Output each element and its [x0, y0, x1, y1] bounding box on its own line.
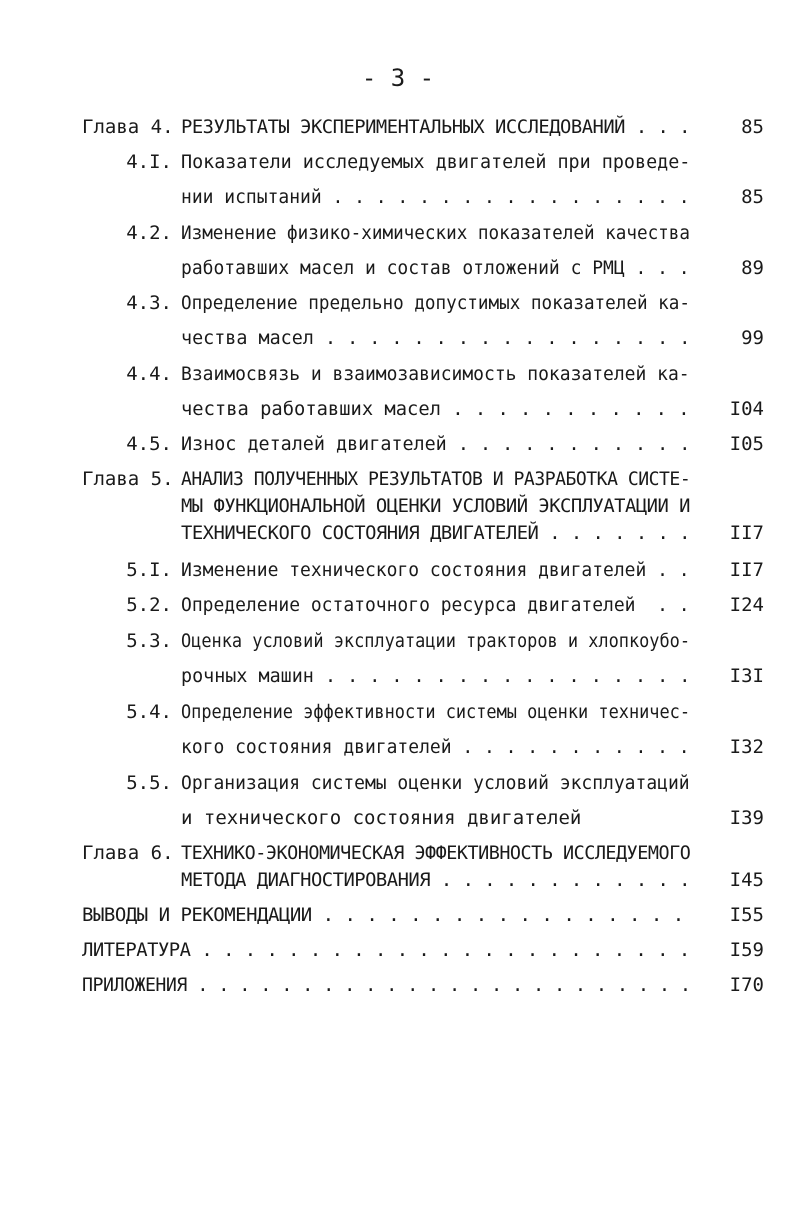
section-number: 4.3. — [126, 292, 172, 314]
section-number: 5.4. — [126, 701, 172, 723]
chapter-title-cont: ТЕХНИЧЕСКОГО СОСТОЯНИЯ ДВИГАТЕЛЕЙ . . . . . . . — [181, 522, 690, 544]
chapter-label: Глава 5. — [82, 468, 174, 490]
page-ref: II7 — [729, 522, 764, 544]
page-ref: I39 — [729, 807, 764, 829]
section-title: Показатели исследуемых двигателей при проведе- — [181, 151, 691, 173]
section-number: 5.I. — [126, 559, 172, 581]
page-ref: 89 — [741, 257, 764, 279]
page-ref: I24 — [729, 594, 764, 616]
section-title-cont: нии испытаний . . . . . . . . . . . . . . . . . — [181, 186, 690, 208]
chapter-title: РЕЗУЛЬТАТЫ ЭКСПЕРИМЕНТАЛЬНЫХ ИССЛЕДОВАНИЙ . . . — [181, 116, 690, 138]
section-title: Износ деталей двигателей . . . . . . . . . . . — [181, 433, 691, 455]
section-title-cont: работавших масел и состав отложений с РМЦ . . . — [181, 257, 690, 279]
section-title-cont: чества масел . . . . . . . . . . . . . . . . . — [181, 327, 691, 349]
page-ref: 85 — [741, 186, 764, 208]
section-title: Определение остаточного ресурса двигателей . . — [181, 594, 690, 616]
page-ref: I70 — [729, 974, 764, 996]
section-title-cont: чества работавших масел . . . . . . . . . . . — [181, 398, 690, 420]
section-number: 4.5. — [126, 433, 172, 455]
section-number: 4.I. — [126, 151, 172, 173]
section-number: 5.5. — [126, 772, 172, 794]
chapter-label: Глава 6. — [82, 842, 174, 864]
page-ref: I45 — [729, 869, 764, 891]
entry-title: ВЫВОДЫ И РЕКОМЕНДАЦИИ . . . . . . . . . . . . . . . . . — [82, 904, 684, 926]
section-number: 4.4. — [126, 363, 172, 385]
section-title-cont: и технического состояния двигателей — [181, 807, 582, 829]
page-ref: I04 — [729, 398, 764, 420]
section-title: Взаимосвязь и взаимозависимость показателей ка- — [181, 363, 690, 385]
page-ref: I32 — [729, 736, 764, 758]
chapter-title-cont: МЫ ФУНКЦИОНАЛЬНОЙ ОЦЕНКИ УСЛОВИЙ ЭКСПЛУАТАЦИИ И — [181, 495, 690, 517]
section-title: Организация системы оценки условий эксплуатаций — [181, 772, 690, 794]
section-title-cont: рочных машин . . . . . . . . . . . . . . . . . — [181, 665, 691, 687]
section-title: Определение эффективности системы оценки техничес- — [181, 701, 691, 723]
page-ref: I3I — [729, 665, 764, 687]
chapter-title: АНАЛИЗ ПОЛУЧЕННЫХ РЕЗУЛЬТАТОВ И РАЗРАБОТКА СИСТЕ- — [181, 468, 691, 490]
page-ref: II7 — [729, 559, 764, 581]
page-number: - 3 - — [361, 64, 435, 92]
chapter-label: Глава 4. — [82, 116, 174, 138]
section-title: Определение предельно допустимых показателей ка- — [181, 292, 690, 314]
page-ref: 85 — [741, 116, 764, 138]
entry-title: ЛИТЕРАТУРА . . . . . . . . . . . . . . . . . . . . . . . — [82, 939, 690, 961]
section-title: Изменение технического состояния двигателей . . — [181, 559, 690, 581]
section-title: Изменение физико-химических показателей качества — [181, 222, 690, 244]
section-number: 5.2. — [126, 594, 172, 616]
section-number: 4.2. — [126, 222, 172, 244]
page-ref: I55 — [729, 904, 764, 926]
page-ref: I59 — [729, 939, 764, 961]
section-number: 5.3. — [126, 630, 172, 652]
section-title-cont: кого состояния двигателей . . . . . . . . . . . — [181, 736, 690, 758]
chapter-title: ТЕХНИКО-ЭКОНОМИЧЕСКАЯ ЭФФЕКТИВНОСТЬ ИССЛЕДУЕМОГО — [181, 842, 691, 864]
entry-title: ПРИЛОЖЕНИЯ . . . . . . . . . . . . . . . . . . . . . . . . — [82, 974, 691, 996]
section-title: Оценка условий эксплуатации тракторов и хлопкоубо- — [181, 630, 691, 652]
chapter-title-cont: МЕТОДА ДИАГНОСТИРОВАНИЯ . . . . . . . . . . . . — [181, 869, 690, 891]
page-ref: I05 — [729, 433, 764, 455]
page-ref: 99 — [741, 327, 764, 349]
